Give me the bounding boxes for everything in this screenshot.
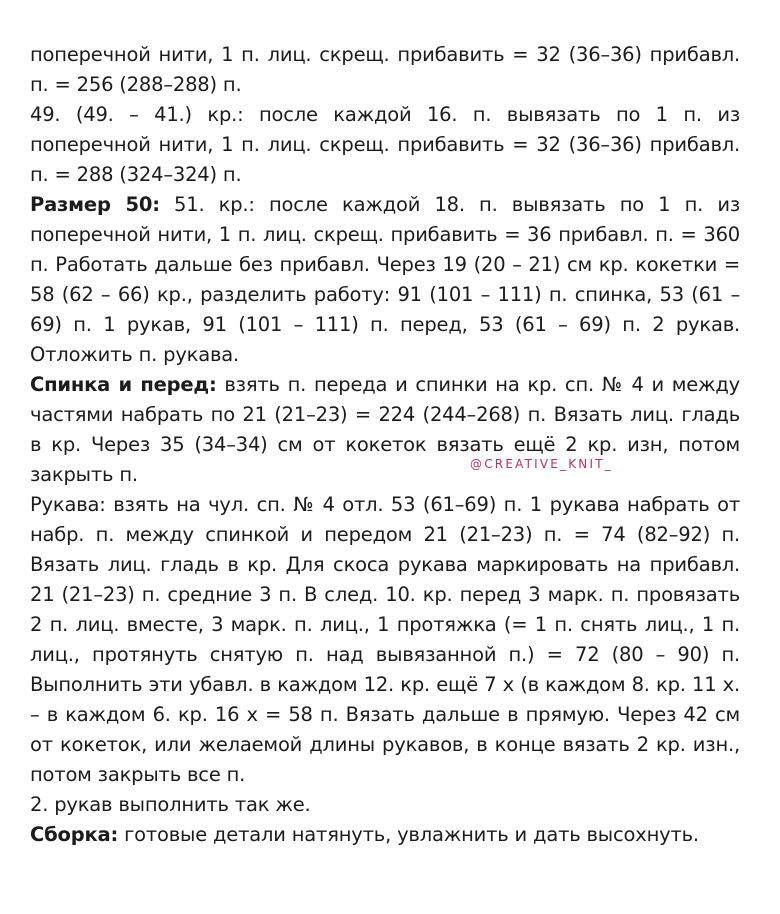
- paragraph-text: 2. рукав выполнить так же.: [30, 793, 311, 816]
- section-heading-back-and-front: Спинка и перед:: [30, 373, 217, 396]
- paragraph-assembly: [30, 820, 740, 850]
- paragraph-back-and-front: [30, 370, 740, 490]
- paragraph-text: взять п. переда и спинки на кр. сп. № 4 и между частями набрать по 21 (21–23) = 224 (244–268) п. Вязать лиц. гладь в кр. Через 35 (34–34) см от кокеток вязать ещё 2 кр. изн, потом закрыть п.: [30, 373, 741, 486]
- paragraph-text: готовые детали натянуть, увлажнить и дать высохнуть.: [118, 823, 699, 846]
- paragraph-second-sleeve: [30, 790, 740, 820]
- paragraph-sleeves: [30, 490, 740, 790]
- paragraph-text: поперечной нити, 1 п. лиц. скрещ. прибавить = 32 (36–36) прибавл. п. = 256 (288–288) п.: [30, 43, 740, 96]
- section-heading-assembly: Сборка:: [30, 823, 119, 846]
- paragraph-continuation: [30, 40, 740, 100]
- paragraph-size-50: [30, 190, 740, 370]
- paragraph-text: 51. кр.: после каждой 18. п. вывязать по 1 п. из поперечной нити, 1 п. лиц. скрещ. прибавить = 36 прибавл. п. = 360 п. Работать дальше без прибавл. Через 19 (20 – 21) см кр. кокетки = 58 (62 – 66) кр., разделить работу: 91 (101 – 111) п. спинка, 53 (61 – 69) п. 1 рукав, 91 (101 – 111) п. перед, 53 (61 – 69) п. 2 рукав. Отложить п. рукава.: [30, 193, 740, 366]
- section-heading-size-50: Размер 50:: [30, 193, 160, 216]
- paragraph-row-49: [30, 100, 740, 190]
- instructions-page: [30, 40, 740, 850]
- paragraph-text: Рукава: взять на чул. сп. № 4 отл. 53 (61–69) п. 1 рукава набрать от набр. п. между спинкой и передом 21 (21–23) п. = 74 (82–92) п. Вязать лиц. гладь в кр. Для скоса рукава маркировать на прибавл. 21 (21–23) п. средние 3 п. В след. 10. кр. перед 3 марк. п. провязать 2 п. лиц. вместе, 3 марк. п. лиц., 1 протяжка (= 1 п. снять лиц., 1 п. лиц., протянуть снятую п. над вывязанной п.) = 72 (80 – 90) п. Выполнить эти убавл. в каждом 12. кр. ещё 7 х (в каждом 8. кр. 11 х. – в каждом 6. кр. 16 х = 58 п. Вязать дальше в прямую. Через 42 см от кокеток, или желаемой длины рукавов, в конце вязать 2 кр. изн., потом закрыть все п.: [30, 493, 740, 786]
- watermark: @CREATIVE_KNIT_: [470, 457, 613, 471]
- paragraph-text: 49. (49. – 41.) кр.: после каждой 16. п. вывязать по 1 п. из поперечной нити, 1 п. лиц. скрещ. прибавить = 32 (36–36) прибавл. п. = 288 (324–324) п.: [30, 103, 740, 186]
